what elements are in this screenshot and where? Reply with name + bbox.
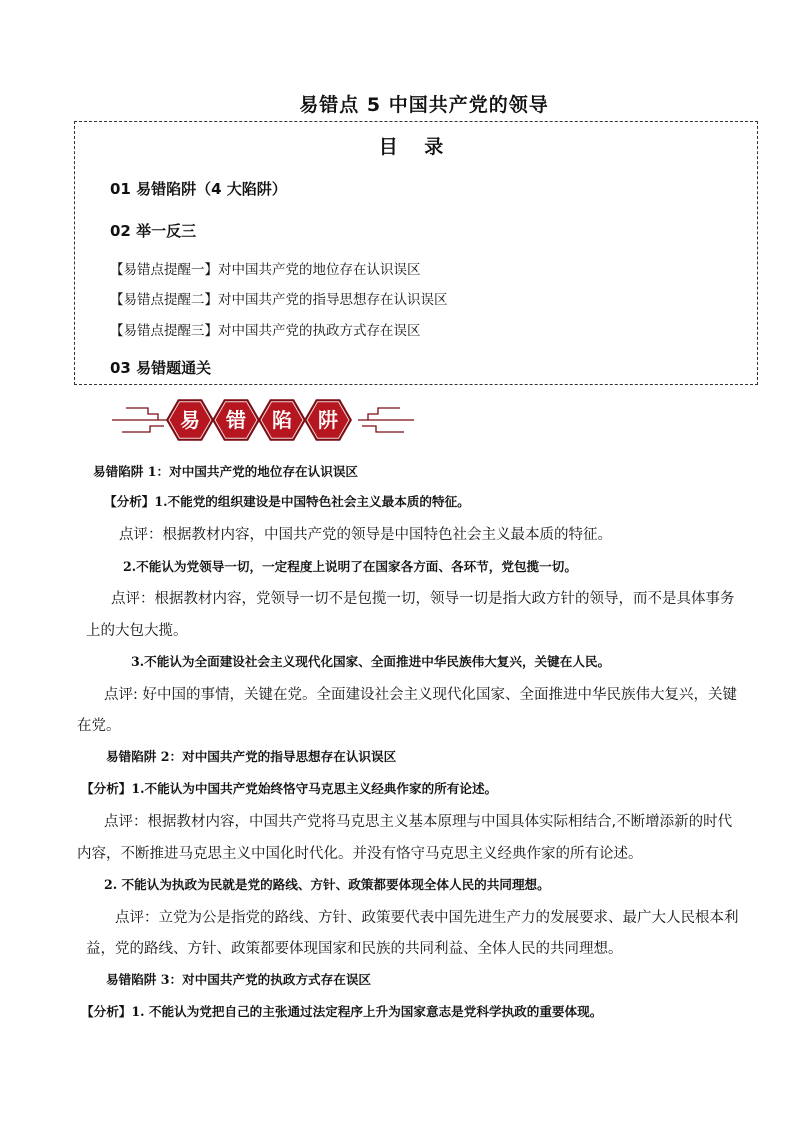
toc-reminder-1: 【易错点提醒一】对中国共产党的地位存在认识误区	[110, 262, 421, 278]
trap3-analysis-1: 【分析】1. 不能认为党把自己的主张通过法定程序上升为国家意志是党科学执政的重要体现。	[81, 1004, 603, 1019]
toc-section-examples: 02 举一反三	[110, 222, 197, 240]
trap1-analysis-1: 【分析】1.不能党的组织建设是中国特色社会主义最本质的特征。	[104, 494, 470, 509]
banner-char: 阱	[318, 408, 338, 432]
trap1-comment-1: 点评：根据教材内容，中国共产党的领导是中国特色社会主义最本质的特征。	[119, 527, 612, 543]
trap1-heading: 易错陷阱 1：对中国共产党的地位存在认识误区	[93, 464, 359, 479]
trap1-comment-3-line1: 点评: 好中国的事情，关键在党。全面建设社会主义现代化国家、全面推进中华民族伟大复兴，关键	[104, 687, 737, 703]
trap3-heading: 易错陷阱 3：对中国共产党的执政方式存在误区	[106, 972, 372, 987]
toc-box	[74, 121, 758, 385]
trap1-analysis-2: 2.不能认为党领导一切，一定程度上说明了在国家各方面、各环节，党包揽一切。	[123, 559, 577, 574]
banner-char: 易	[180, 408, 200, 432]
trap1-comment-2-line1: 点评：根据教材内容，党领导一切不是包揽一切，领导一切是指大政方针的领导，而不是具体事务	[111, 591, 735, 607]
trap-banner	[108, 394, 418, 446]
trap1-comment-3-line2: 在党。	[77, 718, 121, 734]
toc-reminder-3: 【易错点提醒三】对中国共产党的执政方式存在误区	[110, 323, 421, 339]
trap2-analysis-2: 2. 不能认为执政为民就是党的路线、方针、政策都要体现全体人民的共同理想。	[104, 877, 550, 892]
toc-heading: 目 录	[378, 136, 454, 158]
trap2-comment-1-line1: 点评：根据教材内容，中国共产党将马克思主义基本原理与中国具体实际相结合,不断增添新的时代	[104, 814, 733, 830]
trap2-analysis-1: 【分析】1.不能认为中国共产党始终恪守马克思主义经典作家的所有论述。	[81, 781, 498, 796]
banner-char: 错	[226, 408, 246, 432]
banner-char: 陷	[272, 408, 292, 432]
trap1-analysis-3: 3.不能认为全面建设社会主义现代化国家、全面推进中华民族伟大复兴，关键在人民。	[131, 654, 611, 669]
trap2-comment-1-line2: 内容，不断推进马克思主义中国化时代化。并没有恪守马克思主义经典作家的所有论述。	[77, 846, 643, 862]
document-title: 易错点 5 中国共产党的领导	[299, 94, 549, 116]
trap2-comment-2-line1: 点评：立党为公是指党的路线、方针、政策要代表中国先进生产力的发展要求、最广大人民根本利	[115, 910, 739, 926]
toc-reminder-2: 【易错点提醒二】对中国共产党的指导思想存在认识误区	[110, 292, 448, 308]
trap2-heading: 易错陷阱 2：对中国共产党的指导思想存在认识误区	[106, 749, 397, 764]
toc-section-traps: 01 易错陷阱（4 大陷阱）	[110, 180, 287, 198]
banner-left-ornament	[112, 408, 168, 432]
banner-right-ornament	[358, 408, 414, 432]
toc-section-practice: 03 易错题通关	[110, 359, 212, 377]
trap1-comment-2-line2: 上的大包大揽。	[86, 623, 188, 639]
trap2-comment-2-line2: 益，党的路线、方针、政策都要体现国家和民族的共同利益、全体人民的共同理想。	[86, 941, 623, 957]
